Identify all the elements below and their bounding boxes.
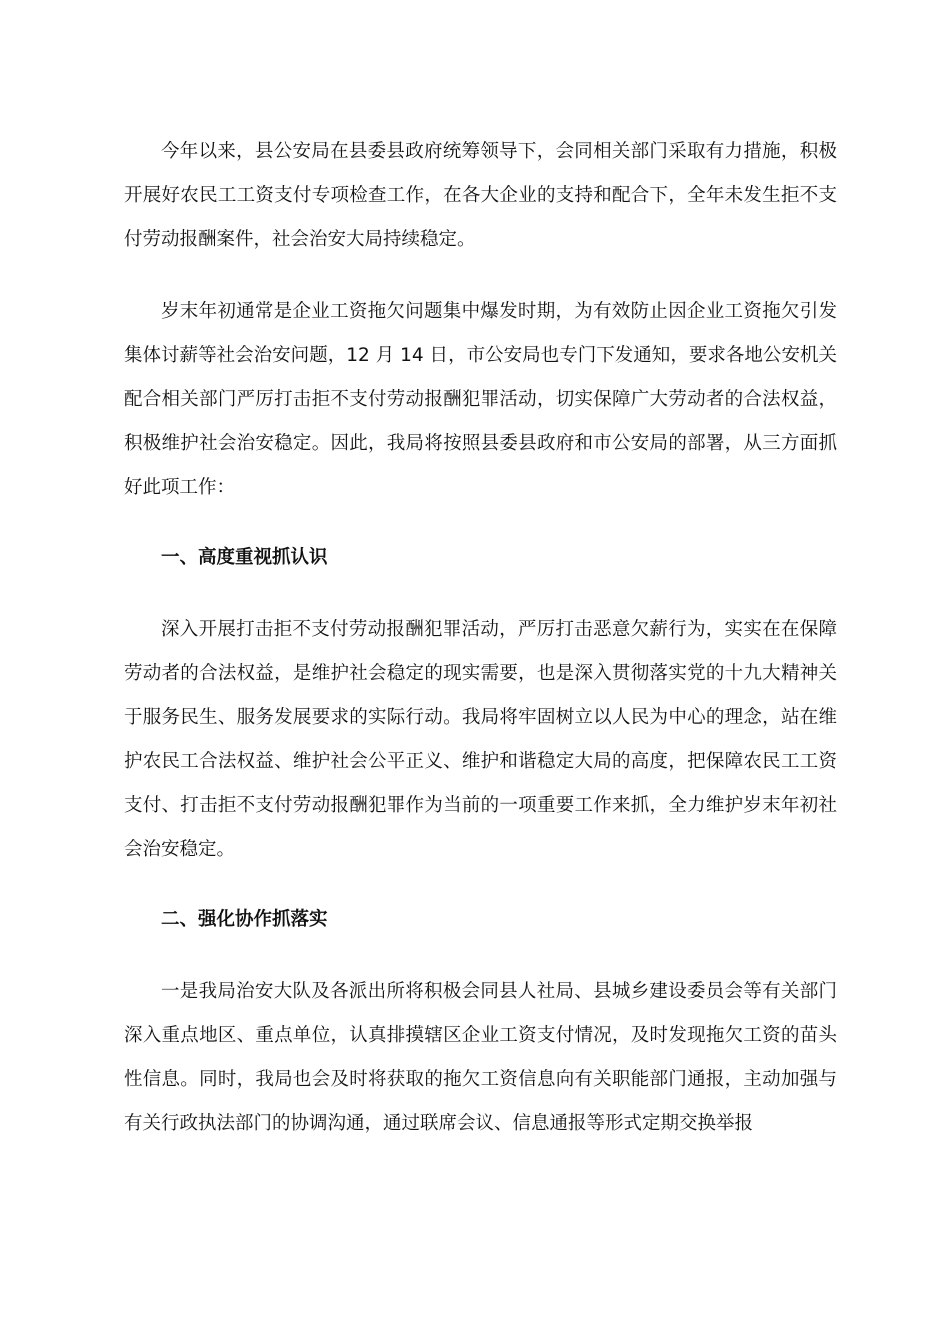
intro-paragraph-1: 今年以来，县公安局在县委县政府统筹领导下，会同相关部门采取有力措施，积极开展好农民工工资支付专项检查工作，在各大企业的支持和配合下，全年未发生拒不支付劳动报酬案件，社会治安大局持续稳定。	[124, 141, 837, 250]
document-body	[124, 130, 837, 1146]
section-2-heading: 二、强化协作抓落实	[161, 909, 328, 930]
section-2-body: 一是我局治安大队及各派出所将积极会同县人社局、县城乡建设委员会等有关部门深入重点地区、重点单位，认真排摸辖区企业工资支付情况，及时发现拖欠工资的苗头性信息。同时，我局也会及时将获取的拖欠工资信息向有关职能部门通报，主动加强与有关行政执法部门的协调沟通，通过联席会议、信息通报等形式定期交换举报	[124, 981, 837, 1134]
intro-paragraph-2: 岁末年初通常是企业工资拖欠问题集中爆发时期，为有效防止因企业工资拖欠引发集体讨薪等社会治安问题，12 月 14 日，市公安局也专门下发通知，要求各地公安机关配合相关部门严厉打击拒不支付劳动报酬犯罪活动，切实保障广大劳动者的合法权益，积极维护社会治安稳定。因此，我局将按照县委县政府和市公安局的部署，从三方面抓好此项工作：	[124, 301, 837, 498]
section-1-body: 深入开展打击拒不支付劳动报酬犯罪活动，严厉打击恶意欠薪行为，实实在在保障劳动者的合法权益，是维护社会稳定的现实需要，也是深入贯彻落实党的十九大精神关于服务民生、服务发展要求的实际行动。我局将牢固树立以人民为中心的理念，站在维护农民工合法权益、维护社会公平正义、维护和谐稳定大局的高度，把保障农民工工资支付、打击拒不支付劳动报酬犯罪作为当前的一项重要工作来抓，全力维护岁末年初社会治安稳定。	[124, 619, 837, 860]
section-1-heading: 一、高度重视抓认识	[161, 547, 328, 568]
